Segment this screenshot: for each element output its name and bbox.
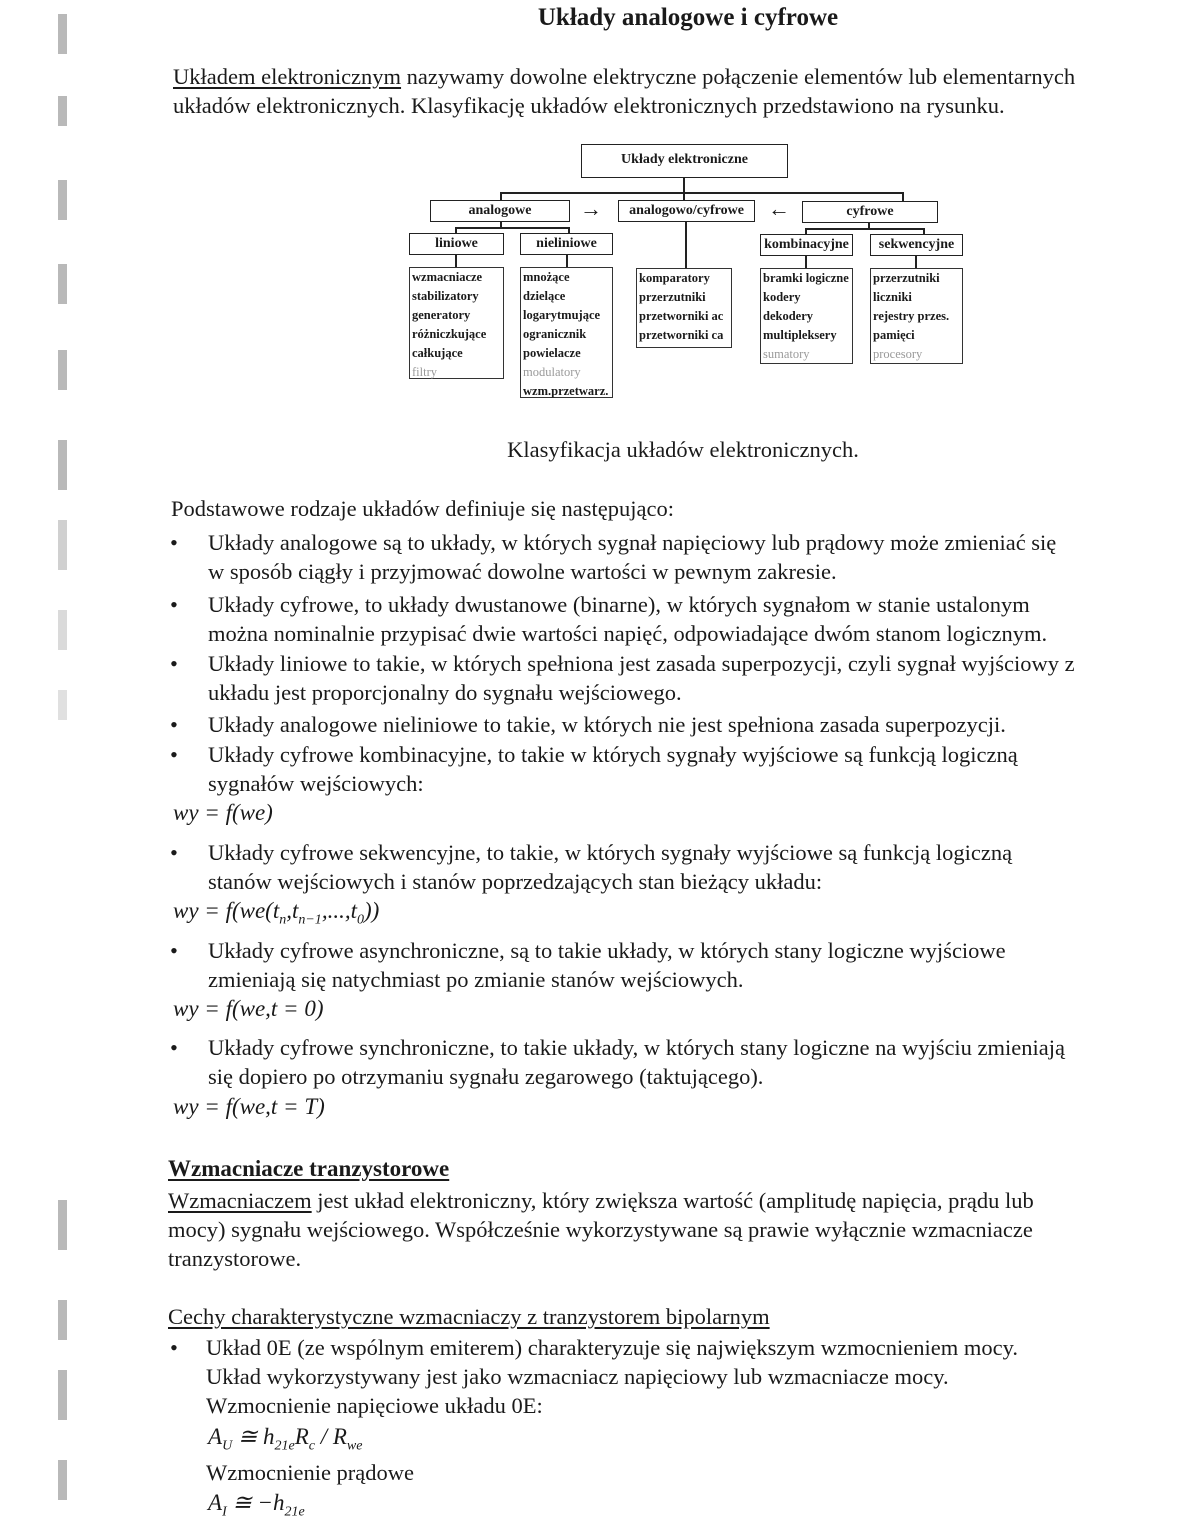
bullet-line: Układy cyfrowe synchroniczne, to takie układy, w których stany logiczne na wyjściu zmieniają <box>208 1035 1066 1060</box>
bullet-line: Układ 0E (ze wspólnym emiterem) charakteryzuje się największym wzmocnieniem mocy. <box>206 1335 1018 1360</box>
list-item: logarytmujące <box>523 308 601 322</box>
current-gain-label: Wzmocnienie prądowe <box>206 1460 415 1485</box>
list-item: generatory <box>412 308 471 322</box>
list-item: filtry <box>412 365 437 379</box>
figure-caption: Klasyfikacja układów elektronicznych. <box>507 437 859 462</box>
bullet-line: stanów wejściowych i stanów poprzedzających stan bieżący układu: <box>208 869 823 894</box>
arrow-left-icon: ← <box>768 196 790 221</box>
bullet-dot-icon: • <box>170 651 178 676</box>
amplifiers-text-1: jest układ elektroniczny, który zwiększa wartość (amplitudę napięcia, prądu lub <box>311 1188 1034 1213</box>
arrow-right-icon: → <box>580 196 602 221</box>
list-item: sumatory <box>763 347 810 361</box>
formula-sync: wy = f(we,t = T) <box>173 1094 325 1119</box>
bullet-line: się dopiero po otrzymaniu sygnału zegarowego (taktującego). <box>208 1064 764 1089</box>
box-mixed: analogowo/cyfrowe <box>618 200 755 222</box>
list-item: całkujące <box>412 346 463 360</box>
list-item: dekodery <box>763 309 813 323</box>
amplifiers-text-2: mocy) sygnału wejściowego. Współcześnie wykorzystywane są prawie wyłącznie wzmacniacze <box>168 1217 1033 1242</box>
list-item: przetworniki ca <box>639 328 724 342</box>
box-combinational: kombinacyjne <box>760 234 853 256</box>
definitions-intro: Podstawowe rodzaje układów definiuje się następująco: <box>171 496 674 521</box>
box-root: Układy elektroniczne <box>581 144 788 178</box>
list-item: przerzutniki <box>873 271 940 285</box>
list-combinational <box>760 268 853 364</box>
intro-paragraph <box>173 62 1193 120</box>
list-linear <box>409 267 504 379</box>
classification-diagram <box>400 140 970 405</box>
bullet-dot-icon: • <box>170 840 178 865</box>
bullet-line: Układy cyfrowe sekwencyjne, to takie, w których sygnały wyjściowe są funkcją logiczną <box>208 840 1013 865</box>
bullet-line: układu jest proporcjonalny do sygnału wejściowego. <box>208 680 682 705</box>
formula-sequential: wy = $f(we(t_n,t_{n-1},...,t_0))$ <box>173 898 380 928</box>
list-mixed <box>636 268 732 348</box>
bullet-line: sygnałów wejściowych: <box>208 771 424 796</box>
bullet-dot-icon: • <box>170 1035 178 1060</box>
formula-async: wy = f(we,t = 0) <box>173 996 324 1021</box>
list-item: rejestry przes. <box>873 309 950 323</box>
bullet-dot-icon: • <box>170 938 178 963</box>
box-nonlinear: nieliniowe <box>520 233 613 255</box>
box-analog: analogowe <box>430 200 570 222</box>
list-item: dzielące <box>523 289 566 303</box>
bullet-line: można nominalnie przypisać dwie wartości napięć, odpowiadające dwóm stanom logicznym. <box>208 621 1048 646</box>
list-item: komparatory <box>639 271 710 285</box>
list-item: powielacze <box>523 346 581 360</box>
bullet-line: Układy cyfrowe asynchroniczne, są to takie układy, w których stany logiczne wyjściowe <box>208 938 1006 963</box>
list-sequential <box>870 268 963 364</box>
section-heading-amplifiers: Wzmacniacze tranzystorowe <box>168 1156 450 1181</box>
bullet-dot-icon: • <box>170 530 178 555</box>
bullet-line: zmieniają się natychmiast po zmianie stanów wejściowych. <box>208 967 744 992</box>
list-item: ogranicznik <box>523 327 587 341</box>
amplifier-term: Wzmacniaczem <box>168 1188 312 1213</box>
bullet-line: w sposób ciągły i przyjmować dowolne wartości w pewnym zakresie. <box>208 559 837 584</box>
intro-term: Układem elektronicznym <box>173 64 402 89</box>
list-item: mnożące <box>523 270 570 284</box>
list-item: bramki logiczne <box>763 271 849 285</box>
list-item: procesory <box>873 347 923 361</box>
intro-text-1: nazywamy dowolne elektryczne połączenie elementów lub elementarnych <box>401 64 1076 89</box>
list-item: wzm.przetwarz. <box>523 384 609 398</box>
amplifiers-paragraph <box>168 1186 1178 1273</box>
bullet-line: Układy cyfrowe, to układy dwustanowe (binarne), w których sygnałom w stanie ustalonym <box>208 592 1030 617</box>
bullet-line: Układy liniowe to takie, w których spełniona jest zasada superpozycji, czyli sygnał wyjściowy z <box>208 651 1075 676</box>
bullet-line: Układy analogowe są to układy, w których sygnał napięciowy lub prądowy może zmieniać się <box>208 530 1057 555</box>
bullet-dot-icon: • <box>170 742 178 767</box>
list-item: pamięci <box>873 328 915 342</box>
list-item: liczniki <box>873 290 912 304</box>
bullet-dot-icon: • <box>170 712 178 737</box>
formula-combinational: wy = f(we) <box>173 800 273 825</box>
list-item: kodery <box>763 290 801 304</box>
bullet-line: Układy analogowe nieliniowe to takie, w których nie jest spełniona zasada superpozycji. <box>208 712 1006 737</box>
amplifiers-text-3: tranzystorowe. <box>168 1246 302 1271</box>
box-sequential: sekwencyjne <box>870 234 963 256</box>
page-title: Układy analogowe i cyfrowe <box>537 4 839 31</box>
bullet-dot-icon: • <box>170 1335 178 1360</box>
list-item: różniczkujące <box>412 327 487 341</box>
formula-voltage-gain: $A_U$ ≅ $h_{21e}R_c / R_{we}$ <box>208 1424 363 1454</box>
list-nonlinear <box>520 267 613 398</box>
list-item: stabilizatory <box>412 289 479 303</box>
scan-binding-edge <box>0 0 90 1523</box>
list-item: multipleksery <box>763 328 837 342</box>
list-item: przetworniki ac <box>639 309 724 323</box>
list-item: przerzutniki <box>639 290 706 304</box>
list-item: wzmacniacze <box>412 270 483 284</box>
box-digital: cyfrowe <box>802 201 938 223</box>
bullet-line: Wzmocnienie napięciowe układu 0E: <box>206 1393 543 1418</box>
bullet-line: Układy cyfrowe kombinacyjne, to takie w których sygnały wyjściowe są funkcją logiczną <box>208 742 1018 767</box>
formula-current-gain: $A_I$ ≅ $-h_{21e}$ <box>208 1490 305 1520</box>
bullet-dot-icon: • <box>170 592 178 617</box>
list-item: modulatory <box>523 365 581 379</box>
intro-text-2: układów elektronicznych. Klasyfikację układów elektronicznych przedstawiono na rysunku. <box>173 93 1005 118</box>
box-linear: liniowe <box>409 233 504 255</box>
bullet-line: Układ wykorzystywany jest jako wzmacniacz napięciowy lub wzmacniacze mocy. <box>206 1364 949 1389</box>
section-heading-bipolar: Cechy charakterystyczne wzmacniaczy z tranzystorem bipolarnym <box>168 1304 770 1329</box>
